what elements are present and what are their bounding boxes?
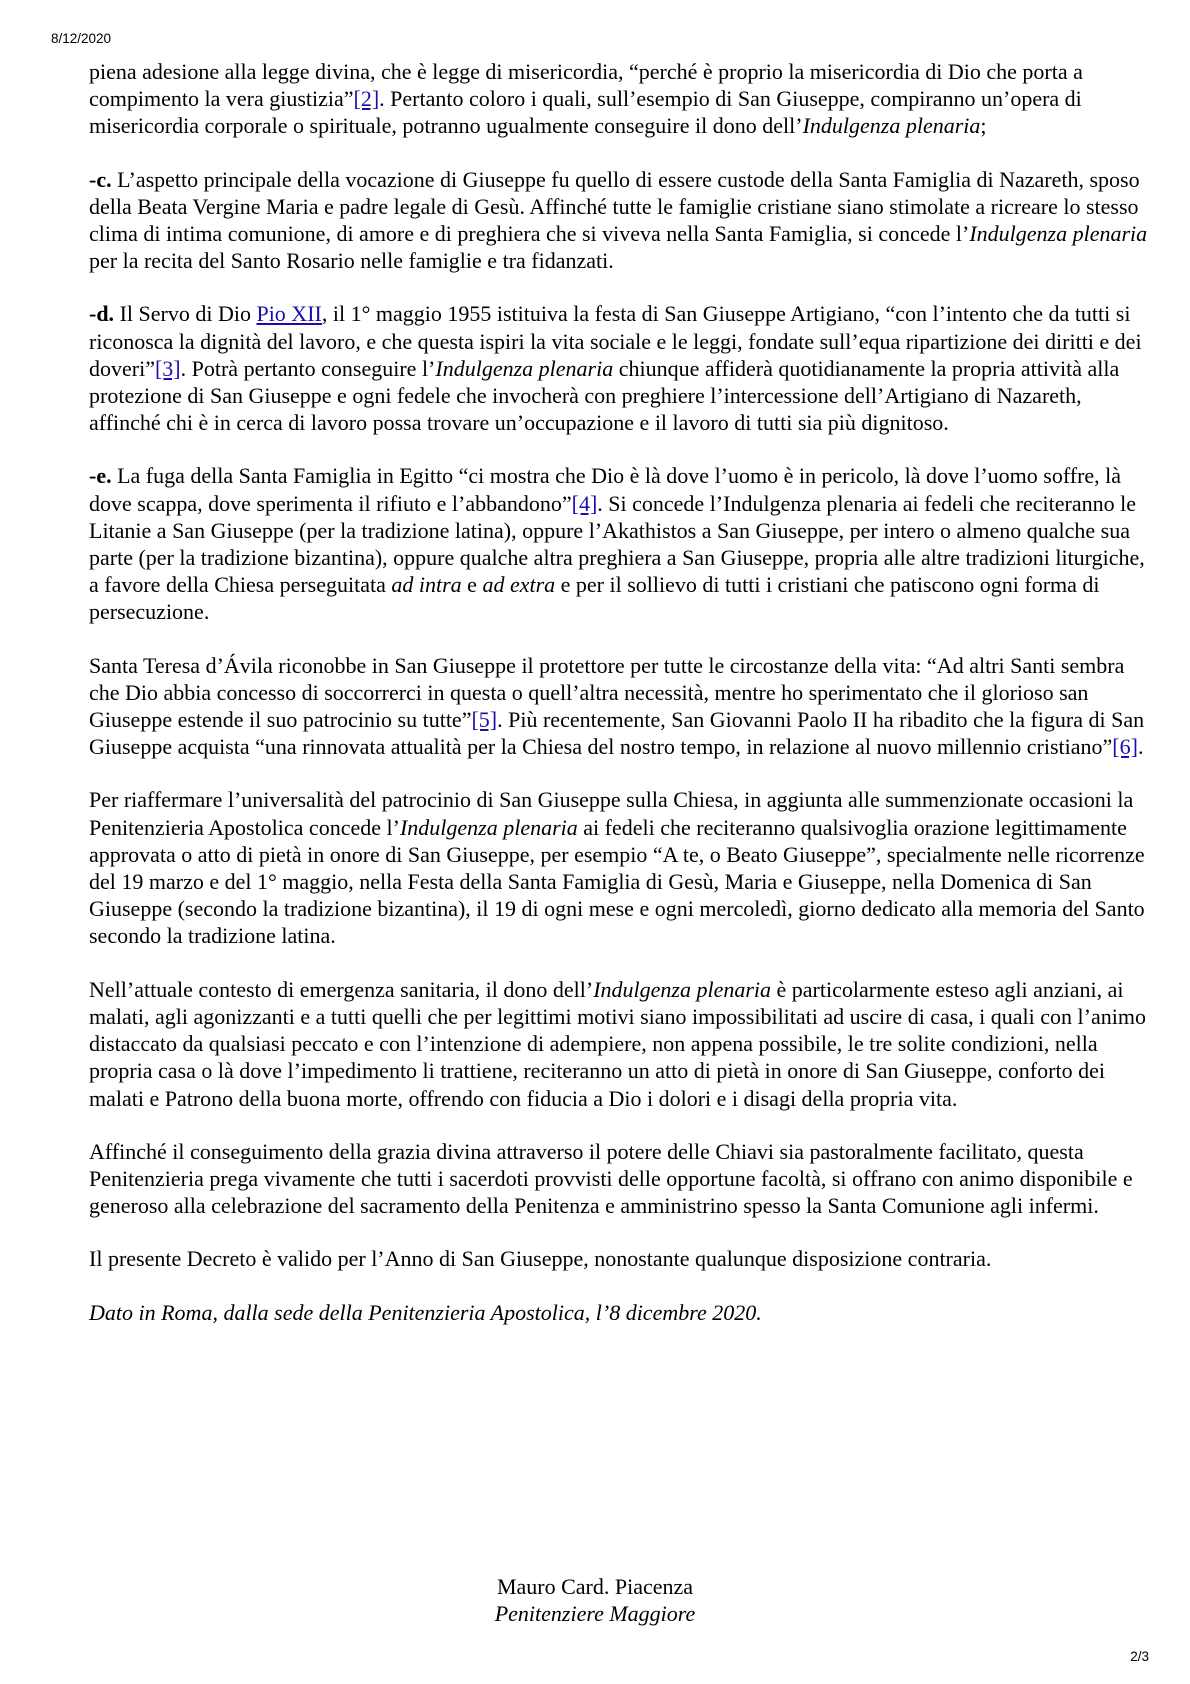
italic-text: Indulgenza plenaria [435,355,614,381]
signatory-role: Penitenziere Maggiore [494,1601,696,1627]
section-marker: -d. [89,301,115,327]
text-run: piena adesione alla legge divina, che è legge di misericordia, “perché è proprio la misericordia di Dio che porta a compimento la vera giustizia” [89,59,1083,112]
signatory-name: Mauro Card. Piacenza [496,1574,694,1599]
text-run: Per riaffermare l’universalità del patrocinio di San Giuseppe sulla Chiesa, in aggiunta alle summenzionate occasioni la Penitenzieria Apostolica concede l’ [89,787,1134,840]
italic-text: Indulgenza plenaria [593,976,772,1002]
section-marker: -e. [89,463,112,489]
paragraph [89,58,1149,140]
italic-text: ad extra [482,572,556,598]
section-marker: -c. [89,166,112,192]
text-run: Nell’attuale contesto di emergenza sanitaria, il dono dell’ [89,976,594,1002]
italic-text: ad intra [391,572,462,598]
footnote-link[interactable]: [4] [571,490,598,516]
text-run: Affinché il conseguimento della grazia divina attraverso il potere delle Chiavi sia pastoralmente facilitato, questa Penitenzieria prega vivamente che tutti i sacerdoti provvisti delle opportune facoltà, si offrano con animo disponibile e generoso alla celebrazione del sacramento della Penitenza e amministrino spesso la Santa Comunione agli infermi. [89,1138,1133,1219]
page-date: 8/12/2020 [51,31,112,46]
text-run: è particolarmente esteso agli anziani, ai malati, agli agonizzanti e a tutti quelli che per legittimi motivi siano impossibilitati ad uscire di casa, i quali con l’animo distaccato da qualsiasi peccato e con l’intenzione di adempiere, non appena possibile, le tre solite condizioni, nella propria casa o là dove l’impedimento li trattiene, reciteranno un atto di pietà in onore di San Giuseppe, conforto dei malati e Patrono della buona morte, offrendo con fiducia a Dio i dolori e i disagi della propria vita. [89,976,1146,1111]
text-run: Il Servo di Dio [114,301,257,327]
signature-block [0,1573,1190,1627]
text-run: Il presente Decreto è valido per l’Anno di San Giuseppe, nonostante qualunque disposizione contraria. [89,1246,992,1272]
text-run: chiunque affiderà quotidianamente la propria attività alla protezione di San Giuseppe e ogni fedele che invocherà con preghiere l’intercessione dell’Artigiano di Nazareth, affinché chi è in cerca di lavoro possa trovare un’occupazione e il lavoro di tutti sia più dignitoso. [89,355,1120,436]
text-run: . [1137,734,1144,760]
text-run: . Pertanto coloro i quali, sull’esempio di San Giuseppe, compiranno un’opera di misericordia corporale o spirituale, potranno ugualmente conseguire il dono dell’ [89,86,1082,139]
footnote-link[interactable]: [3] [154,355,181,381]
text-run: ai fedeli che reciteranno qualsivoglia orazione legittimamente approvata o atto di pietà in onore di San Giuseppe, per esempio “A te, o Beato Giuseppe”, specialmente nelle ricorrenze del 19 marzo e del 1° maggio, nella Festa della Santa Famiglia di Gesù, Maria e Giuseppe, nella Domenica di San Giuseppe (secondo la tradizione bizantina), il 19 di ogni mese e ogni mercoledì, giorno dedicato alla memoria del Santo secondo la tradizione latina. [89,814,1145,949]
text-run: Santa Teresa d’Ávila riconobbe in San Giuseppe il protettore per tutte le circostanze della vita: “Ad altri Santi sembra che Dio abbia concesso di soccorrerci in questa o quell’altra necessità, mentre ho sperimentato che il glorioso san Giuseppe estende il suo patrocinio su tutte” [89,652,1125,733]
paragraph [89,300,1149,436]
footnote-link[interactable]: [5] [471,707,498,733]
italic-text: Indulgenza plenaria [802,113,981,139]
text-run: . Potrà pertanto conseguire l’ [180,355,436,381]
paragraph [89,1138,1149,1220]
text-run: ; [980,113,987,139]
text-run: , il 1° maggio 1955 istituiva la festa di San Giuseppe Artigiano, “con l’intento che da tutti si riconosca la dignità del lavoro, e che questa ispiri la vita sociale e le leggi, fondate sull’equa ripartizione dei diritti e dei doveri” [89,301,1142,381]
italic-text: Dato in Roma, dalla sede della Penitenzieria Apostolica, l’8 dicembre 2020. [89,1299,762,1325]
text-run: La fuga della Santa Famiglia in Egitto “ci mostra che Dio è là dove l’uomo è in pericolo, là dove l’uomo soffre, là dove scappa, dove sperimenta il rifiuto e l’abbandono” [89,463,1122,516]
paragraph [89,1299,1149,1326]
text-run: L’aspetto principale della vocazione di Giuseppe fu quello di essere custode della Santa Famiglia di Nazareth, sposo della Beata Vergine Maria e padre legale di Gesù. Affinché tutte le famiglie cristiane siano stimolate a ricreare lo stesso clima di intima comunione, di amore e di preghiera che si viveva nella Santa Famiglia, si concede l’ [89,166,1140,247]
paragraph [89,166,1149,275]
document-body [89,58,1149,1352]
page-number: 2/3 [1130,1649,1149,1664]
text-run: e per il sollievo di tutti i cristiani che patiscono ogni forma di persecuzione. [89,572,1100,625]
text-run: e [461,572,483,598]
paragraph [89,976,1149,1112]
footnote-link[interactable]: [6] [1112,734,1138,760]
text-run: . Più recentemente, San Giovanni Paolo II ha ribadito che la figura di San Giuseppe acquista “una rinnovata attualità per la Chiesa del nostro tempo, in relazione al nuovo millennio cristiano” [89,707,1145,760]
paragraph [89,1245,1149,1272]
text-run: per la recita del Santo Rosario nelle famiglie e tra fidanzati. [89,248,614,274]
text-run: . Si concede l’Indulgenza plenaria ai fedeli che reciteranno le Litanie a San Giuseppe (per la tradizione latina), oppure l’Akathistos a San Giuseppe, per intero o almeno qualche sua parte (per la tradizione bizantina), oppure qualche altra preghiera a San Giuseppe, propria alle altre tradizioni liturgiche, a favore della Chiesa perseguitata [89,490,1145,598]
footnote-link[interactable]: Pio XII [256,301,322,327]
paragraph [89,462,1149,625]
paragraph [89,786,1149,949]
italic-text: Indulgenza plenaria [969,221,1148,247]
italic-text: Indulgenza plenaria [399,814,578,840]
paragraph [89,652,1149,761]
footnote-link[interactable]: [2] [353,86,380,112]
